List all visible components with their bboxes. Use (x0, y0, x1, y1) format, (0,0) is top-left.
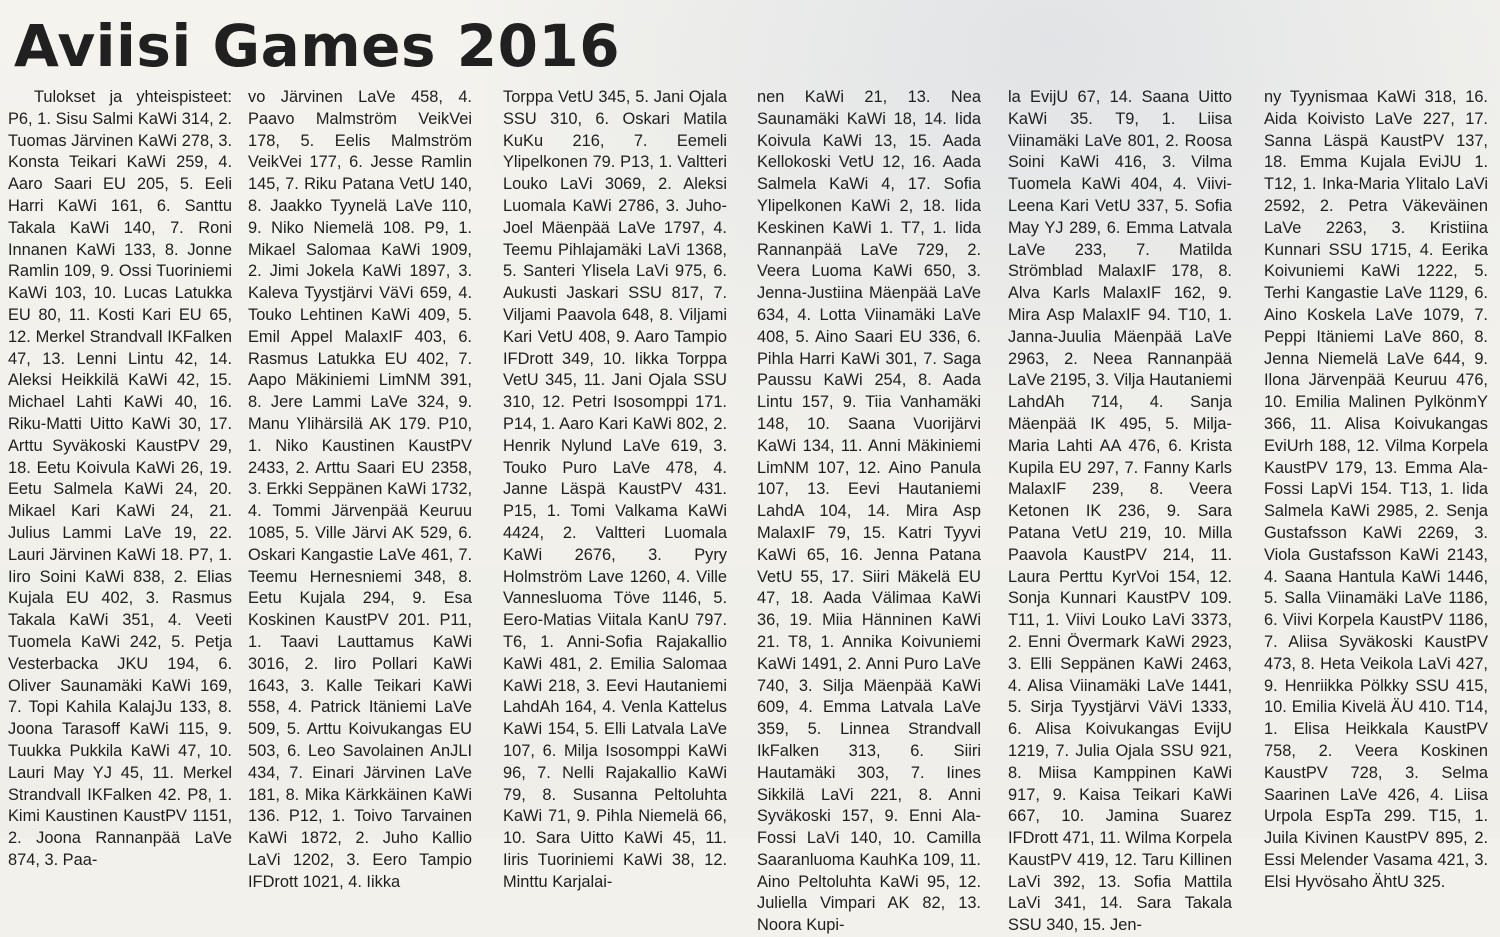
article-column-3 (503, 87, 727, 891)
column-text: Tulokset ja yhteispisteet: P6, 1. Sisu Salmi KaWi 314, 2. Tuomas Järvinen KaWi 278, 3. Konsta Teikari KaWi 259, 4. Aaro Saari EU 205, 5. Eeli Harri KaWi 161, 6. Santtu Takala KaWi 140, 7. Roni Innanen KaWi 133, 8. Jonne Ramlin 109, 9. Ossi Tuoriniemi KaWi 103, 10. Lucas Latukka EU 80, 11. Kosti Kari EU 65, 12. Merkel Strandvall IKFalken 47, 13. Lenni Lintu 42, 14. Aleksi Heikkilä KaWi 42, 15. Michael Lahti KaWi 40, 16. Riku-Matti Uitto KaWi 30, 17. Arttu Syväkoski KaustPV 29, 18. Eetu Koivula KaWi 26, 19. Eetu Salmela KaWi 24, 20. Mikael Kari KaWi 24, 21. Julius Lammi LaVe 19, 22. Lauri Järvinen KaWi 18. P7, 1. Iiro Soini KaWi 838, 2. Elias Kujala EU 402, 3. Rasmus Takala KaWi 351, 4. Veeti Tuomela KaWi 242, 5. Petja Vesterbacka JKU 194, 6. Oliver Saunamäki KaWi 169, 7. Topi Kahila KalajJu 133, 8. Joona Tarasoff KaWi 115, 9. Tuukka Pukkila KaWi 47, 10. Lauri May YJ 45, 11. Merkel Strandvall IKFalken 42. P8, 1. Kimi Kaustinen KaustPV 1151, 2. Joona Rannanpää LaVe 874, 3. Paa- (8, 88, 232, 869)
article-column-2 (248, 87, 472, 891)
article-column-5 (1008, 87, 1232, 935)
article-title: Aviisi Games 2016 (14, 12, 621, 80)
column-text: ny Tyynismaa KaWi 318, 16. Aida Koivisto LaVe 227, 17. Sanna Läspä KaustPV 137, 18. Emma Kujala EviJU 1. T12, 1. Inka-Maria Ylitalo LaVi 2592, 2. Petra Väkeväinen LaVe 2263, 3. Kristiina Kunnari SSU 1715, 4. Eerika Koivuniemi KaWi 1222, 5. Terhi Kangastie LaVe 1129, 6. Aino Koskela LaVe 1079, 7. Peppi Itäniemi LaVe 860, 8. Jenna Niemelä LaVe 644, 9. Ilona Järvenpää Keuruu 476, 10. Emilia Malinen PylkönmY 366, 11. Alisa Koivukangas EviUrh 188, 12. Vilma Korpela KaustPV 179, 13. Emma Ala-Fossi LapVi 154. T13, 1. Iida Salmela KaWi 2985, 2. Senja Gustafsson KaWi 2269, 3. Viola Gustafsson KaWi 2143, 4. Saana Hantula KaWi 1446, 5. Salla Viinamäki LaVe 1186, 6. Viivi Korpela KaustPV 1186, 7. Aliisa Syväkoski KaustPV 473, 8. Heta Veikola LaVi 427, 9. Henriikka Pölkky SSU 415, 10. Emilia Kivelä ÄU 410. T14, 1. Elisa Heikkala KaustPV 758, 2. Veera Koskinen KaustPV 728, 3. Selma Saarinen LaVe 426, 4. Liisa Urpola EspTa 299. T15, 1. Juila Kivinen KaustPV 895, 2. Essi Melender Vasama 421, 3. Elsi Hyvösaho ÄhtU 325. (1264, 88, 1488, 891)
column-text: Torppa VetU 345, 5. Jani Ojala SSU 310, 6. Oskari Matila KuKu 216, 7. Eemeli Ylipelkonen 79. P13, 1. Valtteri Louko LaVi 3069, 2. Aleksi Luomala KaWi 2786, 3. Juho-Joel Mäenpää LaVe 1797, 4. Teemu Pihlajamäki LaVi 1368, 5. Santeri Ylisela LaVi 975, 6. Aukusti Jaskari SSU 817, 7. Viljami Paavola 648, 8. Viljami Kari VetU 408, 9. Aaro Tampio IFDrott 349, 10. Iikka Torppa VetU 345, 11. Jani Ojala SSU 310, 12. Petri Isosomppi 171. P14, 1. Aaro Kari KaWi 802, 2. Henrik Nylund LaVe 619, 3. Touko Puro LaVe 478, 4. Janne Läspä KaustPV 431. P15, 1. Tomi Valkama KaWi 4424, 2. Valtteri Luomala KaWi 2676, 3. Pyry Holmström Lave 1260, 4. Ville Vannesluoma Töve 1146, 5. Eero-Matias Viitala KanU 797. T6, 1. Anni-Sofia Rajakallio KaWi 481, 2. Emilia Salomaa KaWi 218, 3. Eevi Hautaniemi LahdAh 164, 4. Venla Kattelus KaWi 154, 5. Elli Latvala LaVe 107, 6. Milja Isosomppi KaWi 96, 7. Nelli Rajakallio KaWi 79, 8. Susanna Peltoluhta KaWi 71, 9. Pihla Niemelä 66, 10. Sara Uitto KaWi 45, 11. Iiris Tuoriniemi KaWi 38, 12. Minttu Karjalai- (503, 88, 727, 891)
column-text: nen KaWi 21, 13. Nea Saunamäki KaWi 18, 14. Iida Koivula KaWi 13, 15. Aada Kellokoski VetU 12, 16. Aada Salmela KaWi 4, 17. Sofia Ylipelkonen KaWi 2, 18. Iida Keskinen KaWi 1. T7, 1. Iida Rannanpää LaVe 729, 2. Veera Luoma KaWi 650, 3. Jenna-Justiina Mäenpää LaVe 634, 4. Lotta Viinamäki LaVe 408, 5. Aino Saari EU 336, 6. Pihla Harri KaWi 301, 7. Saga Paussu KaWi 254, 8. Aada Lintu 157, 9. Tiia Vanhamäki 148, 10. Saana Vuorijärvi KaWi 134, 11. Anni Mäkiniemi LimNM 107, 12. Aino Panula 107, 13. Eevi Hautaniemi LahdA 104, 14. Mira Asp MalaxIF 79, 15. Katri Tyyvi KaWi 65, 16. Jenna Patana VetU 55, 17. Siiri Mäkelä EU 47, 18. Aada Välimaa KaWi 36, 19. Miia Hänninen KaWi 21. T8, 1. Annika Koivuniemi KaWi 1491, 2. Anni Puro LaVe 740, 3. Silja Mäenpää KaWi 609, 4. Emma Latvala LaVe 359, 5. Linnea Strandvall IkFalken 313, 6. Siiri Hautamäki 303, 7. Iines Sikkilä LaVi 221, 8. Anni Syväkoski 157, 9. Enni Ala-Fossi LaVi 140, 10. Camilla Saaranluoma KauhKa 109, 11. Aino Peltoluhta KaWi 95, 12. Juliella Vimpari AK 82, 13. Noora Kupi- (757, 88, 981, 935)
article-column-4 (757, 87, 981, 935)
column-text: la EvijU 67, 14. Saana Uitto KaWi 35. T9, 1. Liisa Viinamäki LaVe 801, 2. Roosa Soini KaWi 416, 3. Vilma Tuomela KaWi 404, 4. Viivi-Leena Kari VetU 337, 5. Sofia May YJ 289, 6. Emma Latvala LaVe 233, 7. Matilda Strömblad MalaxIF 178, 8. Alva Karls MalaxIF 162, 9. Mira Asp MalaxIF 94. T10, 1. Janna-Juulia Mäenpää LaVe 2963, 2. Neea Rannanpää LaVe 2195, 3. Vilja Hautaniemi LahdAh 714, 4. Sanja Mäenpää IK 495, 5. Milja-Maria Lahti AA 476, 6. Krista Kupila EU 297, 7. Fanny Karls MalaxIF 239, 8. Veera Ketonen IK 236, 9. Sara Patana VetU 219, 10. Milla Paavola KaustPV 214, 11. Laura Perttu KyrVoi 154, 12. Sonja Kunnari KaustPV 109. T11, 1. Viivi Louko LaVi 3373, 2. Enni Övermark KaWi 2923, 3. Elli Seppänen KaWi 2463, 4. Alisa Viinamäki LaVe 1441, 5. Sirja Tyystjärvi VäVi 1333, 6. Alisa Koivukangas EvijU 1219, 7. Julia Ojala SSU 921, 8. Miisa Kamppinen KaWi 917, 9. Kaisa Teikari KaWi 667, 10. Jamina Suarez IFDrott 471, 11. Wilma Korpela KaustPV 419, 12. Taru Killinen LaVi 392, 13. Sofia Mattila LaVi 341, 14. Sara Takala SSU 340, 15. Jen- (1008, 88, 1232, 935)
article-column-6 (1264, 87, 1488, 891)
article-column-1 (8, 87, 232, 869)
column-text: vo Järvinen LaVe 458, 4. Paavo Malmström VeikVei 178, 5. Eelis Malmström VeikVei 177, 6. Jesse Ramlin 145, 7. Riku Patana VetU 140, 8. Jaakko Tyynelä LaVe 110, 9. Niko Niemelä 108. P9, 1. Mikael Salomaa KaWi 1909, 2. Jimi Jokela KaWi 1897, 3. Kaleva Tyystjärvi VäVi 659, 4. Touko Lehtinen KaWi 409, 5. Emil Appel MalaxIF 403, 6. Rasmus Latukka EU 402, 7. Aapo Mäkiniemi LimNM 391, 8. Jere Lammi LaVe 324, 9. Manu Ylihärsilä AK 179. P10, 1. Niko Kaustinen KaustPV 2433, 2. Arttu Saari EU 2358, 3. Erkki Seppänen KaWi 1732, 4. Tommi Järvenpää Keuruu 1085, 5. Ville Järvi AK 529, 6. Oskari Kangastie LaVe 461, 7. Teemu Hernesniemi 348, 8. Eetu Kujala 294, 9. Esa Koskinen KaustPV 201. P11, 1. Taavi Lauttamus KaWi 3016, 2. Iiro Pollari KaWi 1643, 3. Kalle Teikari KaWi 558, 4. Patrick Itäniemi LaVe 509, 5. Arttu Koivukangas EU 503, 6. Leo Savolainen AnJLI 434, 7. Einari Järvinen LaVe 181, 8. Mika Kärkkäinen KaWi 136. P12, 1. Toivo Tarvainen KaWi 1872, 2. Juho Kallio LaVi 1202, 3. Eero Tampio IFDrott 1021, 4. Iikka (248, 88, 472, 891)
